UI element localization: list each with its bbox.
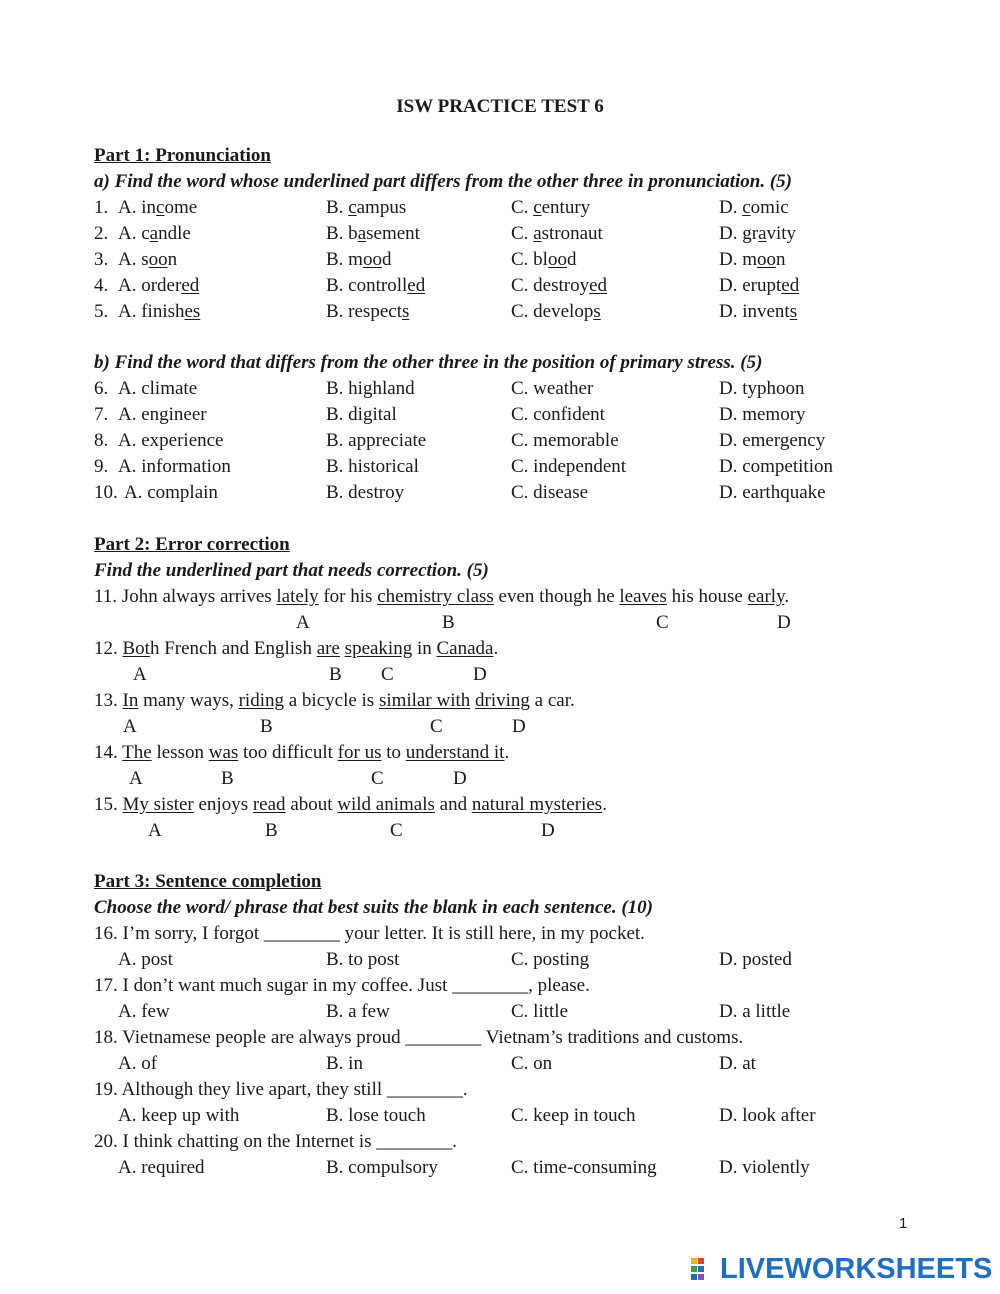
answer-option: D. competition bbox=[719, 456, 833, 477]
answer-option bbox=[719, 273, 799, 299]
answer-option: A. keep up with bbox=[118, 1105, 240, 1126]
options-row bbox=[0, 999, 1000, 1025]
brand-name: LIVEWORKSHEETS bbox=[720, 1252, 993, 1285]
option-text: ome bbox=[164, 197, 198, 218]
option-text: A. finish bbox=[118, 301, 185, 322]
underlined-part: are bbox=[316, 638, 340, 659]
answer-letter: D bbox=[512, 716, 526, 737]
question-number: 2. bbox=[94, 223, 109, 244]
sentence bbox=[94, 688, 575, 714]
question-number: 8. bbox=[94, 430, 109, 451]
question-number: 6. bbox=[94, 378, 109, 399]
option-text: n bbox=[167, 249, 178, 270]
question-number: 4. bbox=[94, 275, 109, 296]
option-text: B. b bbox=[326, 223, 358, 244]
answer-option: A. required bbox=[118, 1157, 205, 1178]
answer-option: B. destroy bbox=[326, 482, 405, 503]
part1-instruction-b: b) Find the word that differs from the other three in the position of primary stress. (5) bbox=[94, 352, 763, 373]
answer-option bbox=[326, 273, 425, 299]
answer-option: B. highland bbox=[326, 378, 415, 399]
answer-option: B. lose touch bbox=[326, 1105, 426, 1126]
underlined-part: c bbox=[533, 197, 542, 218]
underlined-part: oo bbox=[148, 249, 168, 270]
answer-option bbox=[118, 273, 199, 299]
answer-letter: A bbox=[296, 612, 310, 633]
question-stem: 19. Although they live apart, they still ________. bbox=[94, 1079, 468, 1100]
option-text: B. respect bbox=[326, 301, 402, 322]
answer-option bbox=[719, 247, 786, 273]
page-title: ISW PRACTICE TEST 6 bbox=[396, 96, 604, 117]
question-stem: 16. I’m sorry, I forgot ________ your letter. It is still here, in my pocket. bbox=[94, 923, 645, 944]
option-text: C. bl bbox=[511, 249, 548, 270]
sentence-text: . bbox=[504, 742, 510, 763]
question-row bbox=[0, 480, 1000, 506]
option-text: stronaut bbox=[541, 223, 603, 244]
answer-option: B. a few bbox=[326, 1001, 390, 1022]
option-text: B. controll bbox=[326, 275, 408, 296]
underlined-part: c bbox=[348, 197, 357, 218]
part3-heading: Part 3: Sentence completion bbox=[94, 871, 322, 892]
underlined-part: wild animals bbox=[337, 794, 435, 815]
sentence bbox=[94, 636, 498, 662]
sentence-text: . bbox=[602, 794, 607, 815]
sentence-text: a bicycle is bbox=[283, 690, 379, 711]
option-text: entury bbox=[541, 197, 591, 218]
options-row bbox=[0, 1051, 1000, 1077]
option-text: C. destroy bbox=[511, 275, 590, 296]
option-text: B. m bbox=[326, 249, 363, 270]
option-text: D. invent bbox=[719, 301, 790, 322]
answer-option: B. compulsory bbox=[326, 1157, 438, 1178]
answer-option bbox=[719, 195, 789, 221]
answer-option: C. independent bbox=[511, 456, 627, 477]
answer-option: C. memorable bbox=[511, 430, 619, 451]
underlined-part: riding bbox=[238, 690, 284, 711]
sentence bbox=[94, 740, 509, 766]
underlined-part: a bbox=[533, 223, 542, 244]
answer-option: D. violently bbox=[719, 1157, 810, 1178]
answer-option: C. keep in touch bbox=[511, 1105, 636, 1126]
answer-option: B. digital bbox=[326, 404, 397, 425]
answer-option bbox=[719, 221, 796, 247]
answer-option: B. historical bbox=[326, 456, 419, 477]
answer-letter: A bbox=[123, 716, 137, 737]
answer-option: D. emergency bbox=[719, 430, 826, 451]
sentence-text: many ways, bbox=[138, 690, 239, 711]
answer-option bbox=[118, 247, 177, 273]
sentence-text: 11. John always arrives bbox=[94, 586, 277, 607]
answer-letter: B bbox=[442, 612, 455, 633]
answer-option bbox=[326, 247, 391, 273]
sentence bbox=[94, 792, 607, 818]
underlined-part: ed bbox=[181, 275, 200, 296]
underlined-part: The bbox=[122, 742, 152, 763]
underlined-part: oo bbox=[362, 249, 382, 270]
sentence-text: 13. bbox=[94, 690, 123, 711]
option-text: A. in bbox=[118, 197, 156, 218]
option-text: A. order bbox=[118, 275, 182, 296]
answer-letter: D bbox=[453, 768, 467, 789]
answer-option bbox=[511, 247, 576, 273]
underlined-part: natural mysteries bbox=[471, 794, 603, 815]
option-text: D. m bbox=[719, 249, 757, 270]
question-number: 1. bbox=[94, 197, 109, 218]
sentence-text: and bbox=[434, 794, 472, 815]
answer-option bbox=[511, 195, 590, 221]
question-row bbox=[0, 247, 1000, 273]
answer-letter: D bbox=[541, 820, 555, 841]
option-text: n bbox=[776, 249, 786, 270]
sentence-text: even though he bbox=[493, 586, 620, 607]
answer-option: A. information bbox=[118, 456, 231, 477]
option-text: A. s bbox=[118, 249, 149, 270]
answer-option: D. memory bbox=[719, 404, 806, 425]
question-row bbox=[0, 428, 1000, 454]
question-row bbox=[0, 402, 1000, 428]
answer-letter: C bbox=[656, 612, 669, 633]
answer-option bbox=[118, 299, 200, 325]
answer-option: A. post bbox=[118, 949, 173, 970]
sentence-text: too difficult bbox=[238, 742, 338, 763]
sentence-text: . bbox=[784, 586, 790, 607]
option-text: ndle bbox=[158, 223, 191, 244]
underlined-part: similar with bbox=[378, 690, 471, 711]
answer-option: C. confident bbox=[511, 404, 605, 425]
part1-heading: Part 1: Pronunciation bbox=[94, 145, 271, 166]
sentence-text: in bbox=[412, 638, 437, 659]
option-text: d bbox=[566, 249, 577, 270]
answer-letter: C bbox=[390, 820, 403, 841]
answer-option bbox=[326, 195, 406, 221]
underlined-part: s bbox=[593, 301, 601, 322]
underlined-part: early bbox=[747, 586, 785, 607]
underlined-part: for us bbox=[337, 742, 382, 763]
answer-option: B. to post bbox=[326, 949, 400, 970]
question-stem: 20. I think chatting on the Internet is ________. bbox=[94, 1131, 458, 1152]
answer-letter: B bbox=[221, 768, 234, 789]
underlined-part: Bot bbox=[122, 638, 150, 659]
answer-option bbox=[511, 299, 601, 325]
answer-option bbox=[326, 299, 409, 325]
answer-letter: A bbox=[129, 768, 143, 789]
option-text: A. c bbox=[118, 223, 150, 244]
underlined-part: My sister bbox=[122, 794, 194, 815]
answer-letter: A bbox=[148, 820, 162, 841]
option-text: d bbox=[381, 249, 392, 270]
answer-option: A. of bbox=[118, 1053, 158, 1074]
underlined-part: lately bbox=[276, 586, 319, 607]
underlined-part: speaking bbox=[344, 638, 413, 659]
underlined-part: Canada bbox=[436, 638, 494, 659]
question-row bbox=[0, 376, 1000, 402]
answer-option bbox=[326, 221, 420, 247]
answer-option bbox=[118, 195, 197, 221]
underlined-part: was bbox=[208, 742, 239, 763]
answer-letter: A bbox=[133, 664, 147, 685]
question-row bbox=[0, 221, 1000, 247]
answer-letter: C bbox=[371, 768, 384, 789]
sentence bbox=[94, 584, 789, 610]
answer-letter: C bbox=[381, 664, 394, 685]
options-row bbox=[0, 1103, 1000, 1129]
underlined-part: In bbox=[122, 690, 139, 711]
question-row bbox=[0, 195, 1000, 221]
answer-option: C. little bbox=[511, 1001, 568, 1022]
option-text: vity bbox=[766, 223, 797, 244]
underlined-part: c bbox=[742, 197, 751, 218]
answer-letter: B bbox=[260, 716, 273, 737]
answer-option: C. weather bbox=[511, 378, 594, 399]
sentence-text: lesson bbox=[151, 742, 209, 763]
sentence-text: a car. bbox=[529, 690, 575, 711]
answer-option bbox=[118, 221, 191, 247]
answer-option: D. a little bbox=[719, 1001, 791, 1022]
options-row bbox=[0, 1155, 1000, 1181]
page-number: 1 bbox=[899, 1215, 908, 1232]
underlined-part: chemistry class bbox=[377, 586, 494, 607]
underlined-part: driving bbox=[475, 690, 530, 711]
underlined-part: a bbox=[758, 223, 767, 244]
answer-option bbox=[511, 221, 603, 247]
answer-option bbox=[511, 273, 607, 299]
answer-letter: C bbox=[430, 716, 443, 737]
answer-option: D. typhoon bbox=[719, 378, 805, 399]
underlined-part: ed bbox=[589, 275, 608, 296]
answer-option: A. complain bbox=[124, 482, 218, 503]
answer-letters bbox=[0, 818, 1000, 844]
answer-option: D. look after bbox=[719, 1105, 816, 1126]
sentence-text: his house bbox=[666, 586, 748, 607]
answer-letters bbox=[0, 662, 1000, 688]
answer-option: A. engineer bbox=[118, 404, 207, 425]
underlined-part: oo bbox=[757, 249, 776, 270]
sentence-text: for his bbox=[318, 586, 378, 607]
option-text: D. erupt bbox=[719, 275, 782, 296]
part1-instruction-a: a) Find the word whose underlined part differs from the other three in pronunciation. (5) bbox=[94, 171, 792, 192]
option-text: D. bbox=[719, 197, 743, 218]
sentence-text: . bbox=[493, 638, 499, 659]
part2-instruction: Find the underlined part that needs correction. (5) bbox=[94, 560, 489, 581]
question-number: 5. bbox=[94, 301, 109, 322]
option-text: ampus bbox=[356, 197, 407, 218]
underlined-part: oo bbox=[547, 249, 567, 270]
option-text: omic bbox=[750, 197, 789, 218]
question-row bbox=[0, 273, 1000, 299]
answer-letter: D bbox=[777, 612, 791, 633]
answer-letters bbox=[0, 766, 1000, 792]
underlined-part: read bbox=[252, 794, 286, 815]
part2-heading: Part 2: Error correction bbox=[94, 534, 290, 555]
answer-option: C. disease bbox=[511, 482, 589, 503]
underlined-part: a bbox=[149, 223, 159, 244]
option-text: C. bbox=[511, 197, 534, 218]
answer-option: A. climate bbox=[118, 378, 198, 399]
answer-option: A. few bbox=[118, 1001, 170, 1022]
underlined-part: ed bbox=[781, 275, 800, 296]
answer-option: C. posting bbox=[511, 949, 590, 970]
underlined-part: es bbox=[184, 301, 201, 322]
sentence-text: 14. bbox=[94, 742, 123, 763]
sentence-text: to bbox=[381, 742, 406, 763]
answer-option bbox=[719, 299, 797, 325]
answer-option: D. earthquake bbox=[719, 482, 826, 503]
answer-option: A. experience bbox=[118, 430, 224, 451]
underlined-part: leaves bbox=[619, 586, 667, 607]
question-number: 7. bbox=[94, 404, 109, 425]
sentence-text: 12. bbox=[94, 638, 123, 659]
brand-logo bbox=[690, 1253, 992, 1285]
answer-option: D. at bbox=[719, 1053, 756, 1074]
underlined-part: understand it bbox=[405, 742, 505, 763]
question-stem: 18. Vietnamese people are always proud ________ Vietnam’s traditions and customs. bbox=[94, 1027, 744, 1048]
part3-instruction: Choose the word/ phrase that best suits the blank in each sentence. (10) bbox=[94, 897, 653, 918]
sentence-text: 15. bbox=[94, 794, 123, 815]
question-stem: 17. I don’t want much sugar in my coffee. Just ________, please. bbox=[94, 975, 590, 996]
question-row bbox=[0, 299, 1000, 325]
option-text: C. develop bbox=[511, 301, 594, 322]
sentence-text: enjoys bbox=[193, 794, 253, 815]
underlined-part: s bbox=[401, 301, 410, 322]
question-row bbox=[0, 454, 1000, 480]
underlined-part: s bbox=[789, 301, 798, 322]
option-text: B. bbox=[326, 197, 349, 218]
underlined-part: a bbox=[357, 223, 367, 244]
option-text: C. bbox=[511, 223, 534, 244]
answer-option: B. in bbox=[326, 1053, 363, 1074]
answer-letter: B bbox=[265, 820, 278, 841]
answer-option: D. posted bbox=[719, 949, 792, 970]
answer-option: C. on bbox=[511, 1053, 553, 1074]
answer-letter: D bbox=[473, 664, 487, 685]
answer-letters bbox=[0, 714, 1000, 740]
option-text: sement bbox=[366, 223, 420, 244]
answer-option: B. appreciate bbox=[326, 430, 427, 451]
answer-letter: B bbox=[329, 664, 342, 685]
question-number: 3. bbox=[94, 249, 109, 270]
underlined-part: ed bbox=[407, 275, 426, 296]
question-number: 9. bbox=[94, 456, 109, 477]
question-number: 10. bbox=[94, 482, 118, 503]
sentence-text: h French and English bbox=[149, 638, 317, 659]
underlined-part: c bbox=[156, 197, 165, 218]
options-row bbox=[0, 947, 1000, 973]
option-text: D. gr bbox=[719, 223, 759, 244]
liveworksheets-logo-icon bbox=[690, 1256, 716, 1282]
sentence-text: about bbox=[285, 794, 338, 815]
answer-option: C. time-consuming bbox=[511, 1157, 657, 1178]
answer-letters bbox=[0, 610, 1000, 636]
